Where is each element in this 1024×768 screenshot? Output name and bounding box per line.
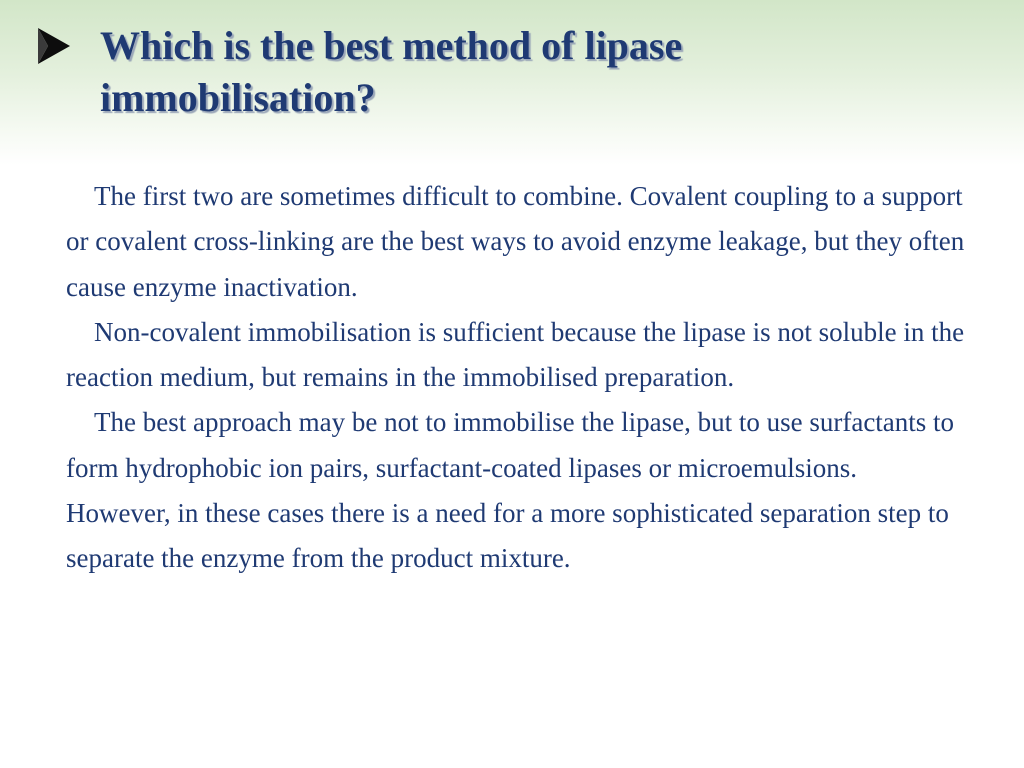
- paragraph-3: The best approach may be not to immobilise the lipase, but to use surfactants to form hydrophobic ion pairs, surfactant-coated lipases or microemulsions. However, in these cases there is a need for a more sophisticated separation step to separate the enzyme from the product mixture.: [66, 407, 955, 574]
- arrowhead-bullet-icon: [34, 24, 74, 68]
- paragraph-1: The first two are sometimes difficult to combine. Covalent coupling to a support or covalent cross-linking are the best ways to avoid enzyme leakage, but they often cause enzyme inactivation.: [66, 181, 965, 302]
- slide-title: Which is the best method of lipase immobilisation?: [100, 23, 683, 120]
- paragraph-2: Non-covalent immobilisation is sufficient because the lipase is not soluble in the reaction medium, but remains in the immobilised preparation.: [66, 316, 965, 393]
- body-text: [66, 174, 966, 582]
- title-row: [34, 20, 994, 124]
